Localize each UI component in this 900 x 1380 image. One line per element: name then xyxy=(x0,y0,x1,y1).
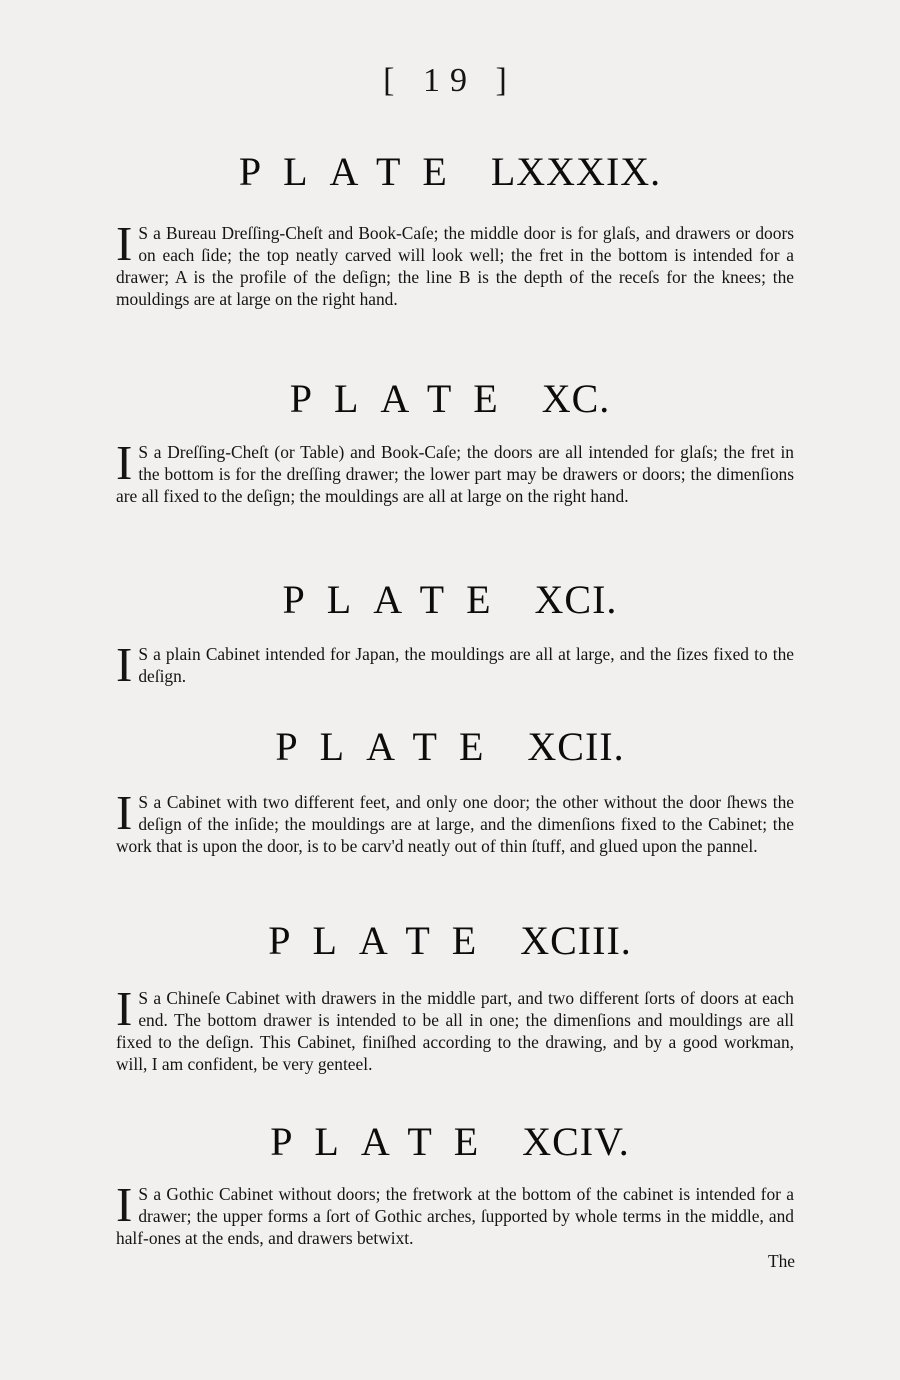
plate-description-text: S a Gothic Cabinet without doors; the fretwork at the bottom of the cabinet is intended for a drawer; the upper forms a ſort of Gothic arches, ſupported by whole terms in the middle, and half-ones at the ends, and drawers betwixt. xyxy=(116,1184,794,1248)
plate-heading-numeral: XCIV. xyxy=(522,1119,630,1164)
plate-description-text: S a Bureau Dreſſing-Cheſt and Book-Caſe; the middle door is for glaſs, and drawers or doors on each ſide; the top neatly carved will look well; the fret in the bottom is intended for a drawer; A is the profile of the deſign; the line B is the depth of the receſs for the knees; the mouldings are at large on the right hand. xyxy=(116,223,794,309)
plate-heading-word: PLATE xyxy=(238,149,469,194)
plate-heading-numeral: XCII. xyxy=(527,724,625,769)
drop-cap: I xyxy=(116,981,133,1036)
plate-heading-numeral: XC. xyxy=(541,376,611,421)
plate-heading-numeral: XCIII. xyxy=(520,918,632,963)
plate-heading-word: PLATE xyxy=(282,577,513,622)
plate-heading-xciii xyxy=(0,917,900,964)
plate-heading-word: PLATE xyxy=(275,724,506,769)
plate-heading-lxxxix xyxy=(0,148,900,195)
plate-heading-xcii xyxy=(0,723,900,770)
plate-description-xciv xyxy=(116,1177,794,1249)
drop-cap: I xyxy=(116,637,133,692)
drop-cap: I xyxy=(116,1177,133,1232)
plate-heading-xc xyxy=(0,375,900,422)
plate-heading-numeral: XCI. xyxy=(534,577,618,622)
catchword: The xyxy=(767,1251,795,1271)
plate-description-text: S a plain Cabinet intended for Japan, the mouldings are all at large, and the ſizes fixed to the deſign. xyxy=(138,644,794,686)
plate-heading-xciv xyxy=(0,1118,900,1165)
drop-cap: I xyxy=(116,216,133,271)
plate-heading-word: PLATE xyxy=(289,376,520,421)
plate-description-text: S a Chineſe Cabinet with drawers in the middle part, and two different ſorts of doors at each end. The bottom drawer is intended to be all in one; the dimenſions and mouldings are all fixed to the deſign. This Cabinet, finiſhed according to the drawing, and by a good workman, will, I am confident, be very genteel. xyxy=(116,988,794,1074)
plate-description-xcii xyxy=(116,785,794,857)
plate-heading-xci xyxy=(0,576,900,623)
plate-heading-word: PLATE xyxy=(268,918,499,963)
page-number: [ 19 ] xyxy=(383,62,517,99)
plate-heading-numeral: LXXXIX. xyxy=(490,149,662,194)
plate-heading-word: PLATE xyxy=(270,1119,501,1164)
plate-description-xciii xyxy=(116,981,794,1075)
plate-description-lxxxix xyxy=(116,216,794,310)
plate-description-text: S a Dreſſing-Cheſt (or Table) and Book-Caſe; the doors are all intended for glaſs; the fret in the bottom is for the dreſſing drawer; the lower part may be drawers or doors; the dimenſions are all fixed to the deſign; the mouldings are all at large on the right hand. xyxy=(116,442,794,506)
drop-cap: I xyxy=(116,785,133,840)
plate-description-xc xyxy=(116,435,794,507)
plate-description-text: S a Cabinet with two different feet, and only one door; the other without the door ſhews the deſign of the inſide; the mouldings are at large, and the dimenſions fixed to the Cabinet; the work that is upon the door, is to be carv'd neatly out of thin ſtuff, and glued upon the pannel. xyxy=(116,792,794,856)
drop-cap: I xyxy=(116,435,133,490)
plate-description-xci xyxy=(116,637,794,692)
